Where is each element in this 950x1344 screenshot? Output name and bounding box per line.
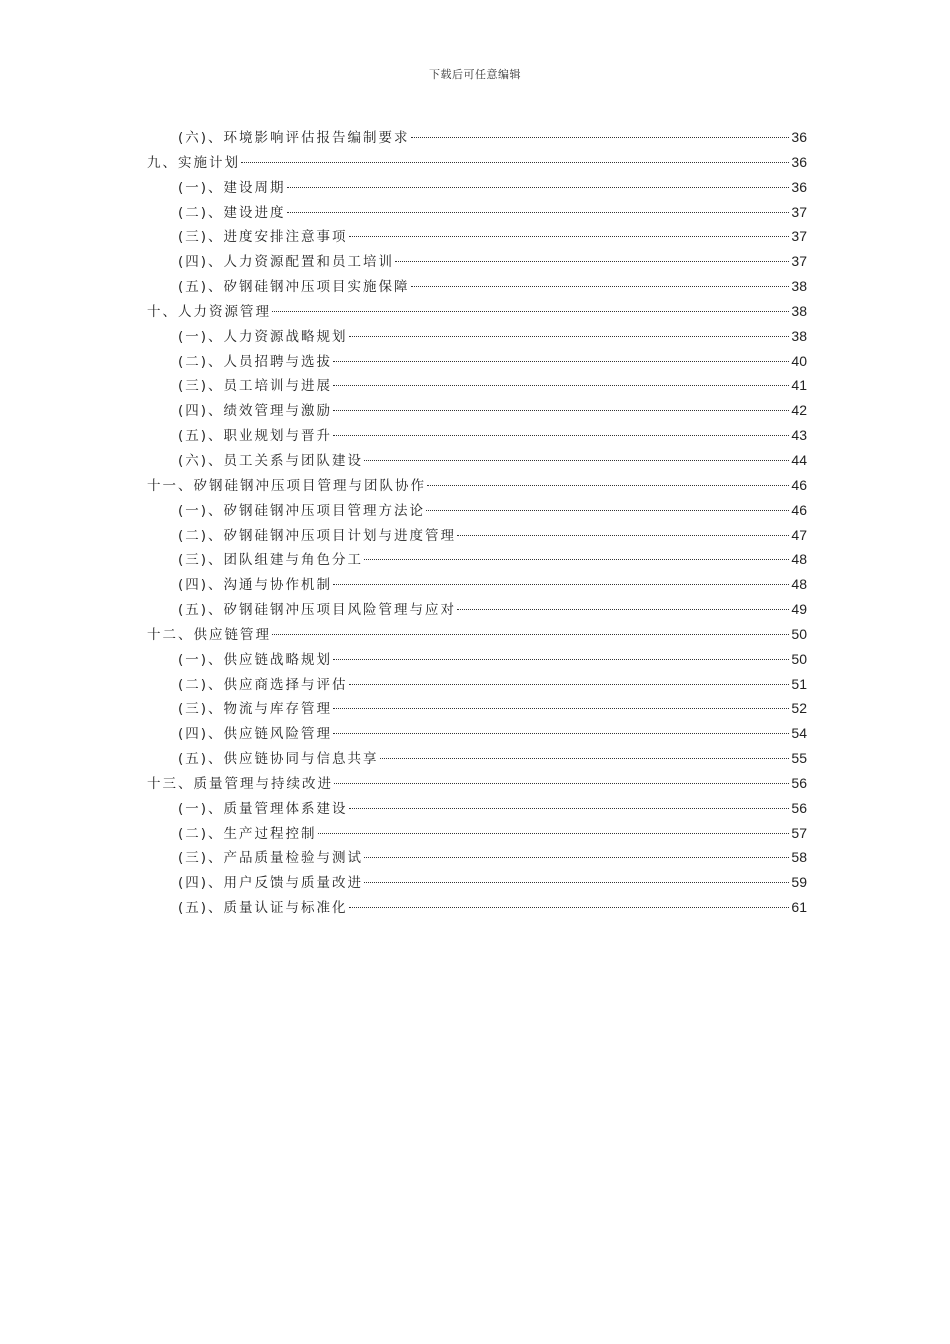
toc-section-entry[interactable] (147, 423, 807, 448)
toc-page-number: 57 (791, 824, 807, 841)
toc-dot-leader (364, 857, 789, 858)
toc-page-number: 41 (791, 377, 807, 394)
toc-entry-title: (一)、供应链战略规划 (178, 651, 333, 668)
toc-dot-leader (318, 833, 790, 834)
toc-entry-title: (四)、供应链风险管理 (178, 726, 333, 743)
toc-entry-title: 十三、质量管理与持续改进 (147, 775, 333, 792)
toc-dot-leader (333, 410, 789, 411)
toc-dot-leader (272, 311, 789, 312)
toc-section-entry[interactable] (147, 200, 807, 225)
toc-entry-title: (四)、绩效管理与激励 (178, 403, 333, 420)
toc-page-number: 44 (791, 451, 807, 468)
toc-entry-title: 十二、供应链管理 (147, 626, 271, 643)
toc-entry-title: (六)、员工关系与团队建设 (178, 452, 364, 469)
toc-section-entry[interactable] (147, 895, 807, 920)
toc-section-entry[interactable] (147, 721, 807, 746)
toc-section-entry[interactable] (147, 572, 807, 597)
toc-dot-leader (380, 758, 790, 759)
toc-entry-title: (二)、建设进度 (178, 204, 286, 221)
toc-section-entry[interactable] (147, 448, 807, 473)
toc-dot-leader (333, 584, 789, 585)
toc-page-number: 58 (791, 849, 807, 866)
toc-section-entry[interactable] (147, 796, 807, 821)
toc-entry-title: (二)、人员招聘与选拔 (178, 353, 333, 370)
toc-dot-leader (287, 187, 790, 188)
toc-chapter-entry[interactable] (147, 771, 807, 796)
toc-section-entry[interactable] (147, 373, 807, 398)
toc-section-entry[interactable] (147, 672, 807, 697)
toc-dot-leader (241, 162, 789, 163)
toc-entry-title: (四)、人力资源配置和员工培训 (178, 254, 395, 271)
toc-entry-title: (四)、沟通与协作机制 (178, 577, 333, 594)
toc-section-entry[interactable] (147, 845, 807, 870)
toc-dot-leader (333, 708, 789, 709)
toc-dot-leader (349, 808, 790, 809)
toc-chapter-entry[interactable] (147, 622, 807, 647)
toc-page-number: 55 (791, 750, 807, 767)
toc-page-number: 50 (791, 625, 807, 642)
toc-page-number: 47 (791, 526, 807, 543)
toc-dot-leader (349, 684, 790, 685)
toc-page-number: 56 (791, 774, 807, 791)
toc-page-number: 36 (791, 178, 807, 195)
toc-entry-title: (三)、产品质量检验与测试 (178, 850, 364, 867)
toc-page-number: 46 (791, 476, 807, 493)
toc-section-entry[interactable] (147, 349, 807, 374)
toc-entry-title: (五)、职业规划与晋升 (178, 428, 333, 445)
toc-section-entry[interactable] (147, 498, 807, 523)
toc-dot-leader (427, 485, 789, 486)
toc-dot-leader (272, 634, 789, 635)
toc-dot-leader (457, 535, 789, 536)
toc-entry-title: (五)、矽钢硅钢冲压项目实施保障 (178, 279, 410, 296)
toc-page-number: 54 (791, 725, 807, 742)
toc-dot-leader (349, 336, 790, 337)
toc-dot-leader (364, 882, 789, 883)
toc-page-number: 61 (791, 899, 807, 916)
toc-section-entry[interactable] (147, 696, 807, 721)
toc-dot-leader (334, 783, 789, 784)
toc-entry-title: (二)、生产过程控制 (178, 825, 317, 842)
toc-page-number: 38 (791, 327, 807, 344)
toc-section-entry[interactable] (147, 746, 807, 771)
toc-dot-leader (411, 137, 790, 138)
toc-entry-title: (一)、人力资源战略规划 (178, 328, 348, 345)
toc-page-number: 48 (791, 551, 807, 568)
toc-dot-leader (287, 212, 790, 213)
toc-section-entry[interactable] (147, 597, 807, 622)
toc-entry-title: (三)、员工培训与进展 (178, 378, 333, 395)
toc-dot-leader (333, 385, 789, 386)
toc-dot-leader (349, 907, 790, 908)
toc-dot-leader (411, 286, 790, 287)
toc-section-entry[interactable] (147, 398, 807, 423)
toc-entry-title: (五)、矽钢硅钢冲压项目风险管理与应对 (178, 602, 457, 619)
toc-entry-title: (二)、供应商选择与评估 (178, 676, 348, 693)
toc-section-entry[interactable] (147, 249, 807, 274)
toc-entry-title: (一)、建设周期 (178, 179, 286, 196)
toc-entry-title: (一)、质量管理体系建设 (178, 800, 348, 817)
toc-dot-leader (333, 733, 789, 734)
toc-entry-title: (三)、物流与库存管理 (178, 701, 333, 718)
toc-page-number: 48 (791, 576, 807, 593)
toc-page-number: 49 (791, 601, 807, 618)
toc-section-entry[interactable] (147, 274, 807, 299)
toc-page-number: 50 (791, 650, 807, 667)
toc-page-number: 36 (791, 153, 807, 170)
toc-dot-leader (426, 510, 789, 511)
toc-entry-title: 十一、矽钢硅钢冲压项目管理与团队协作 (147, 477, 426, 494)
toc-page-number: 51 (791, 675, 807, 692)
toc-page-number: 42 (791, 402, 807, 419)
toc-section-entry[interactable] (147, 870, 807, 895)
toc-chapter-entry[interactable] (147, 473, 807, 498)
toc-section-entry[interactable] (147, 175, 807, 200)
toc-entry-title: 十、人力资源管理 (147, 303, 271, 320)
toc-section-entry[interactable] (147, 324, 807, 349)
toc-page-number: 37 (791, 253, 807, 270)
toc-dot-leader (349, 236, 790, 237)
toc-entry-title: (五)、质量认证与标准化 (178, 900, 348, 917)
toc-page-number: 38 (791, 278, 807, 295)
toc-chapter-entry[interactable] (147, 150, 807, 175)
toc-entry-title: (六)、环境影响评估报告编制要求 (178, 130, 410, 146)
toc-dot-leader (364, 559, 789, 560)
toc-section-entry[interactable] (147, 523, 807, 548)
toc-entry-title: (一)、矽钢硅钢冲压项目管理方法论 (178, 502, 426, 519)
toc-page-number: 37 (791, 203, 807, 220)
toc-section-entry[interactable] (147, 821, 807, 846)
toc-entry-title: (三)、进度安排注意事项 (178, 229, 348, 246)
toc-entry-title: (三)、团队组建与角色分工 (178, 552, 364, 569)
toc-page-number: 56 (791, 799, 807, 816)
toc-section-entry[interactable] (147, 647, 807, 672)
toc-page-number: 36 (791, 129, 807, 145)
toc-chapter-entry[interactable] (147, 299, 807, 324)
toc-section-entry[interactable] (147, 547, 807, 572)
toc-page-number: 38 (791, 302, 807, 319)
toc-dot-leader (333, 659, 789, 660)
page-header: 下载后可任意编辑 (429, 68, 521, 81)
toc-page-number: 59 (791, 874, 807, 891)
toc-page-number: 52 (791, 700, 807, 717)
toc-page-number: 43 (791, 427, 807, 444)
table-of-contents (147, 125, 807, 920)
toc-dot-leader (457, 609, 789, 610)
toc-entry-title: (二)、矽钢硅钢冲压项目计划与进度管理 (178, 527, 457, 544)
toc-page-number: 46 (791, 501, 807, 518)
toc-dot-leader (395, 261, 789, 262)
toc-section-entry[interactable] (147, 224, 807, 249)
toc-entry-title: 九、实施计划 (147, 154, 240, 171)
toc-dot-leader (364, 460, 789, 461)
toc-page-number: 40 (791, 352, 807, 369)
toc-entry-title: (四)、用户反馈与质量改进 (178, 875, 364, 892)
toc-section-entry[interactable] (147, 125, 807, 150)
toc-entry-title: (五)、供应链协同与信息共享 (178, 751, 379, 768)
toc-dot-leader (333, 435, 789, 436)
toc-page-number: 37 (791, 228, 807, 245)
toc-dot-leader (333, 361, 789, 362)
